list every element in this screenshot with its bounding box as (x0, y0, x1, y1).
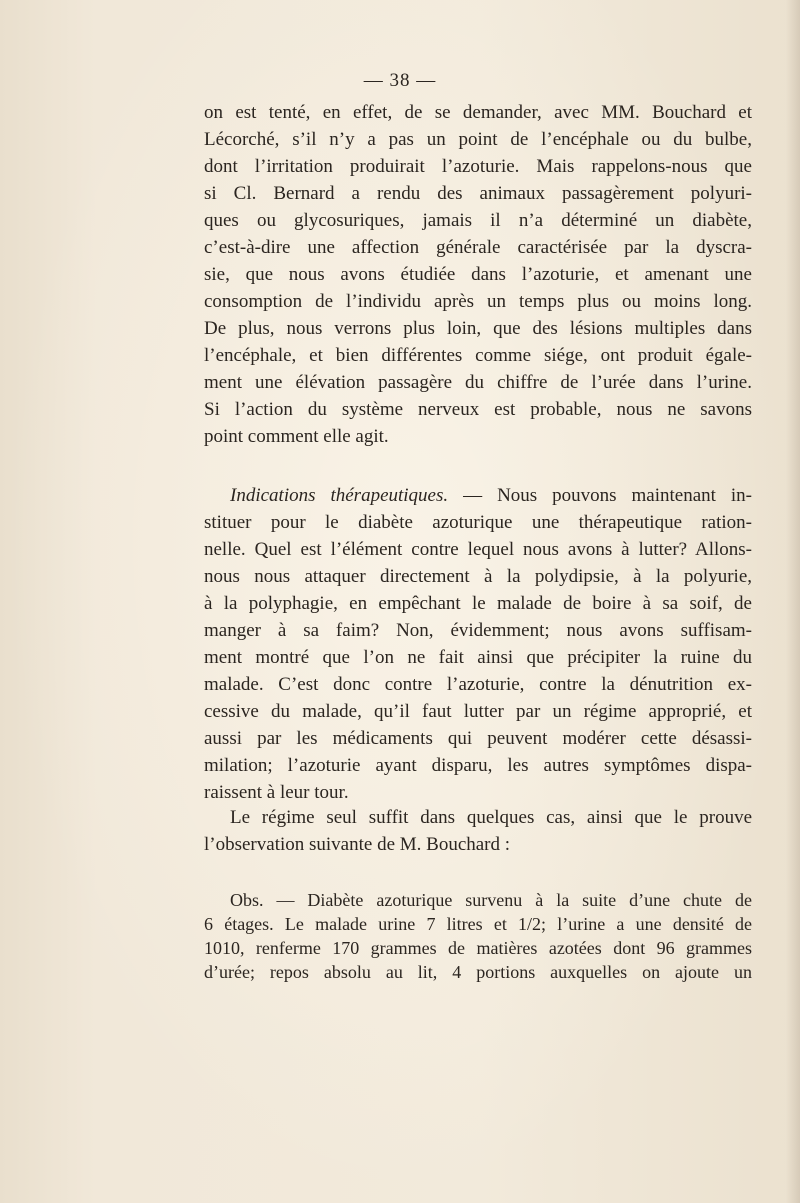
page-number: — 38 — (363, 70, 437, 91)
text-line: l’encéphale, et bien différentes comme siége, ont produit égale- (204, 345, 752, 366)
page-edge-shadow (786, 0, 800, 1203)
text-line: consomption de l’individu après un temps plus ou moins long. (204, 291, 752, 312)
text-line: raissent à leur tour. (204, 782, 349, 803)
text-line: nelle. Quel est l’élément contre lequel nous avons à lutter? Allons- (204, 539, 752, 560)
paragraph-observation (204, 888, 752, 984)
paragraph-indications-therapeutiques (204, 482, 752, 806)
text-line: à la polyphagie, en empêchant le malade de boire à sa soif, de (204, 593, 752, 614)
text-line: stituer pour le diabète azoturique une thérapeutique ration- (204, 512, 752, 533)
text-line: point comment elle agit. (204, 426, 389, 447)
text-line: 1010, renferme 170 grammes de matières azotées dont 96 grammes (204, 938, 752, 958)
paragraph-regime (204, 804, 752, 858)
text-line (204, 482, 752, 509)
text-line: De plus, nous verrons plus loin, que des lésions multiples dans (204, 318, 752, 339)
text-line: nous nous attaquer directement à la polydipsie, à la polyurie, (204, 566, 752, 587)
text-line: l’observation suivante de M. Bouchard : (204, 834, 511, 855)
text-line: Le régime seul suffit dans quelques cas, ainsi que le prouve (230, 807, 752, 828)
text-line: si Cl. Bernard a rendu des animaux passagèrement polyuri- (204, 183, 752, 204)
text-line: on est tenté, en effet, de se demander, avec MM. Bouchard et (204, 102, 752, 123)
text-line: cessive du malade, qu’il faut lutter par un régime approprié, et (204, 701, 752, 722)
text-line: sie, que nous avons étudiée dans l’azoturie, et amenant une (204, 264, 752, 285)
text-line: milation; l’azoturie ayant disparu, les autres symptômes dispa- (204, 755, 752, 776)
section-heading: Indications thérapeutiques. (230, 485, 449, 506)
text-line: manger à sa faim? Non, évidemment; nous avons suffisam- (204, 620, 752, 641)
text-line: c’est-à-dire une affection générale caractérisée par la dyscra- (204, 237, 752, 258)
text-line: 6 étages. Le malade urine 7 litres et 1/2; l’urine a une densité de (204, 914, 752, 934)
text-line: ques ou glycosuriques, jamais il n’a déterminé un diabète, (204, 210, 752, 231)
text-line: d’urée; repos absolu au lit, 4 portions auxquelles on ajoute un (204, 962, 752, 982)
text-line: ment une élévation passagère du chiffre de l’urée dans l’urine. (204, 372, 752, 393)
text-line: ment montré que l’on ne fait ainsi que précipiter la ruine du (204, 647, 752, 668)
text-line: Si l’action du système nerveux est probable, nous ne savons (204, 399, 752, 420)
text-line: Lécorché, s’il n’y a pas un point de l’encéphale ou du bulbe, (204, 129, 752, 150)
paragraph-azoturie-encephale (204, 99, 752, 450)
text-line: dont l’irritation produirait l’azoturie. Mais rappelons-nous que (204, 156, 752, 177)
text-line: malade. C’est donc contre l’azoturie, contre la dénutrition ex- (204, 674, 752, 695)
text-line: aussi par les médicaments qui peuvent modérer cette désassi- (204, 728, 752, 749)
heading-continuation: — Nous pouvons maintenant in- (448, 485, 752, 506)
text-line: Obs. — Diabète azoturique survenu à la suite d’une chute de (230, 890, 752, 910)
